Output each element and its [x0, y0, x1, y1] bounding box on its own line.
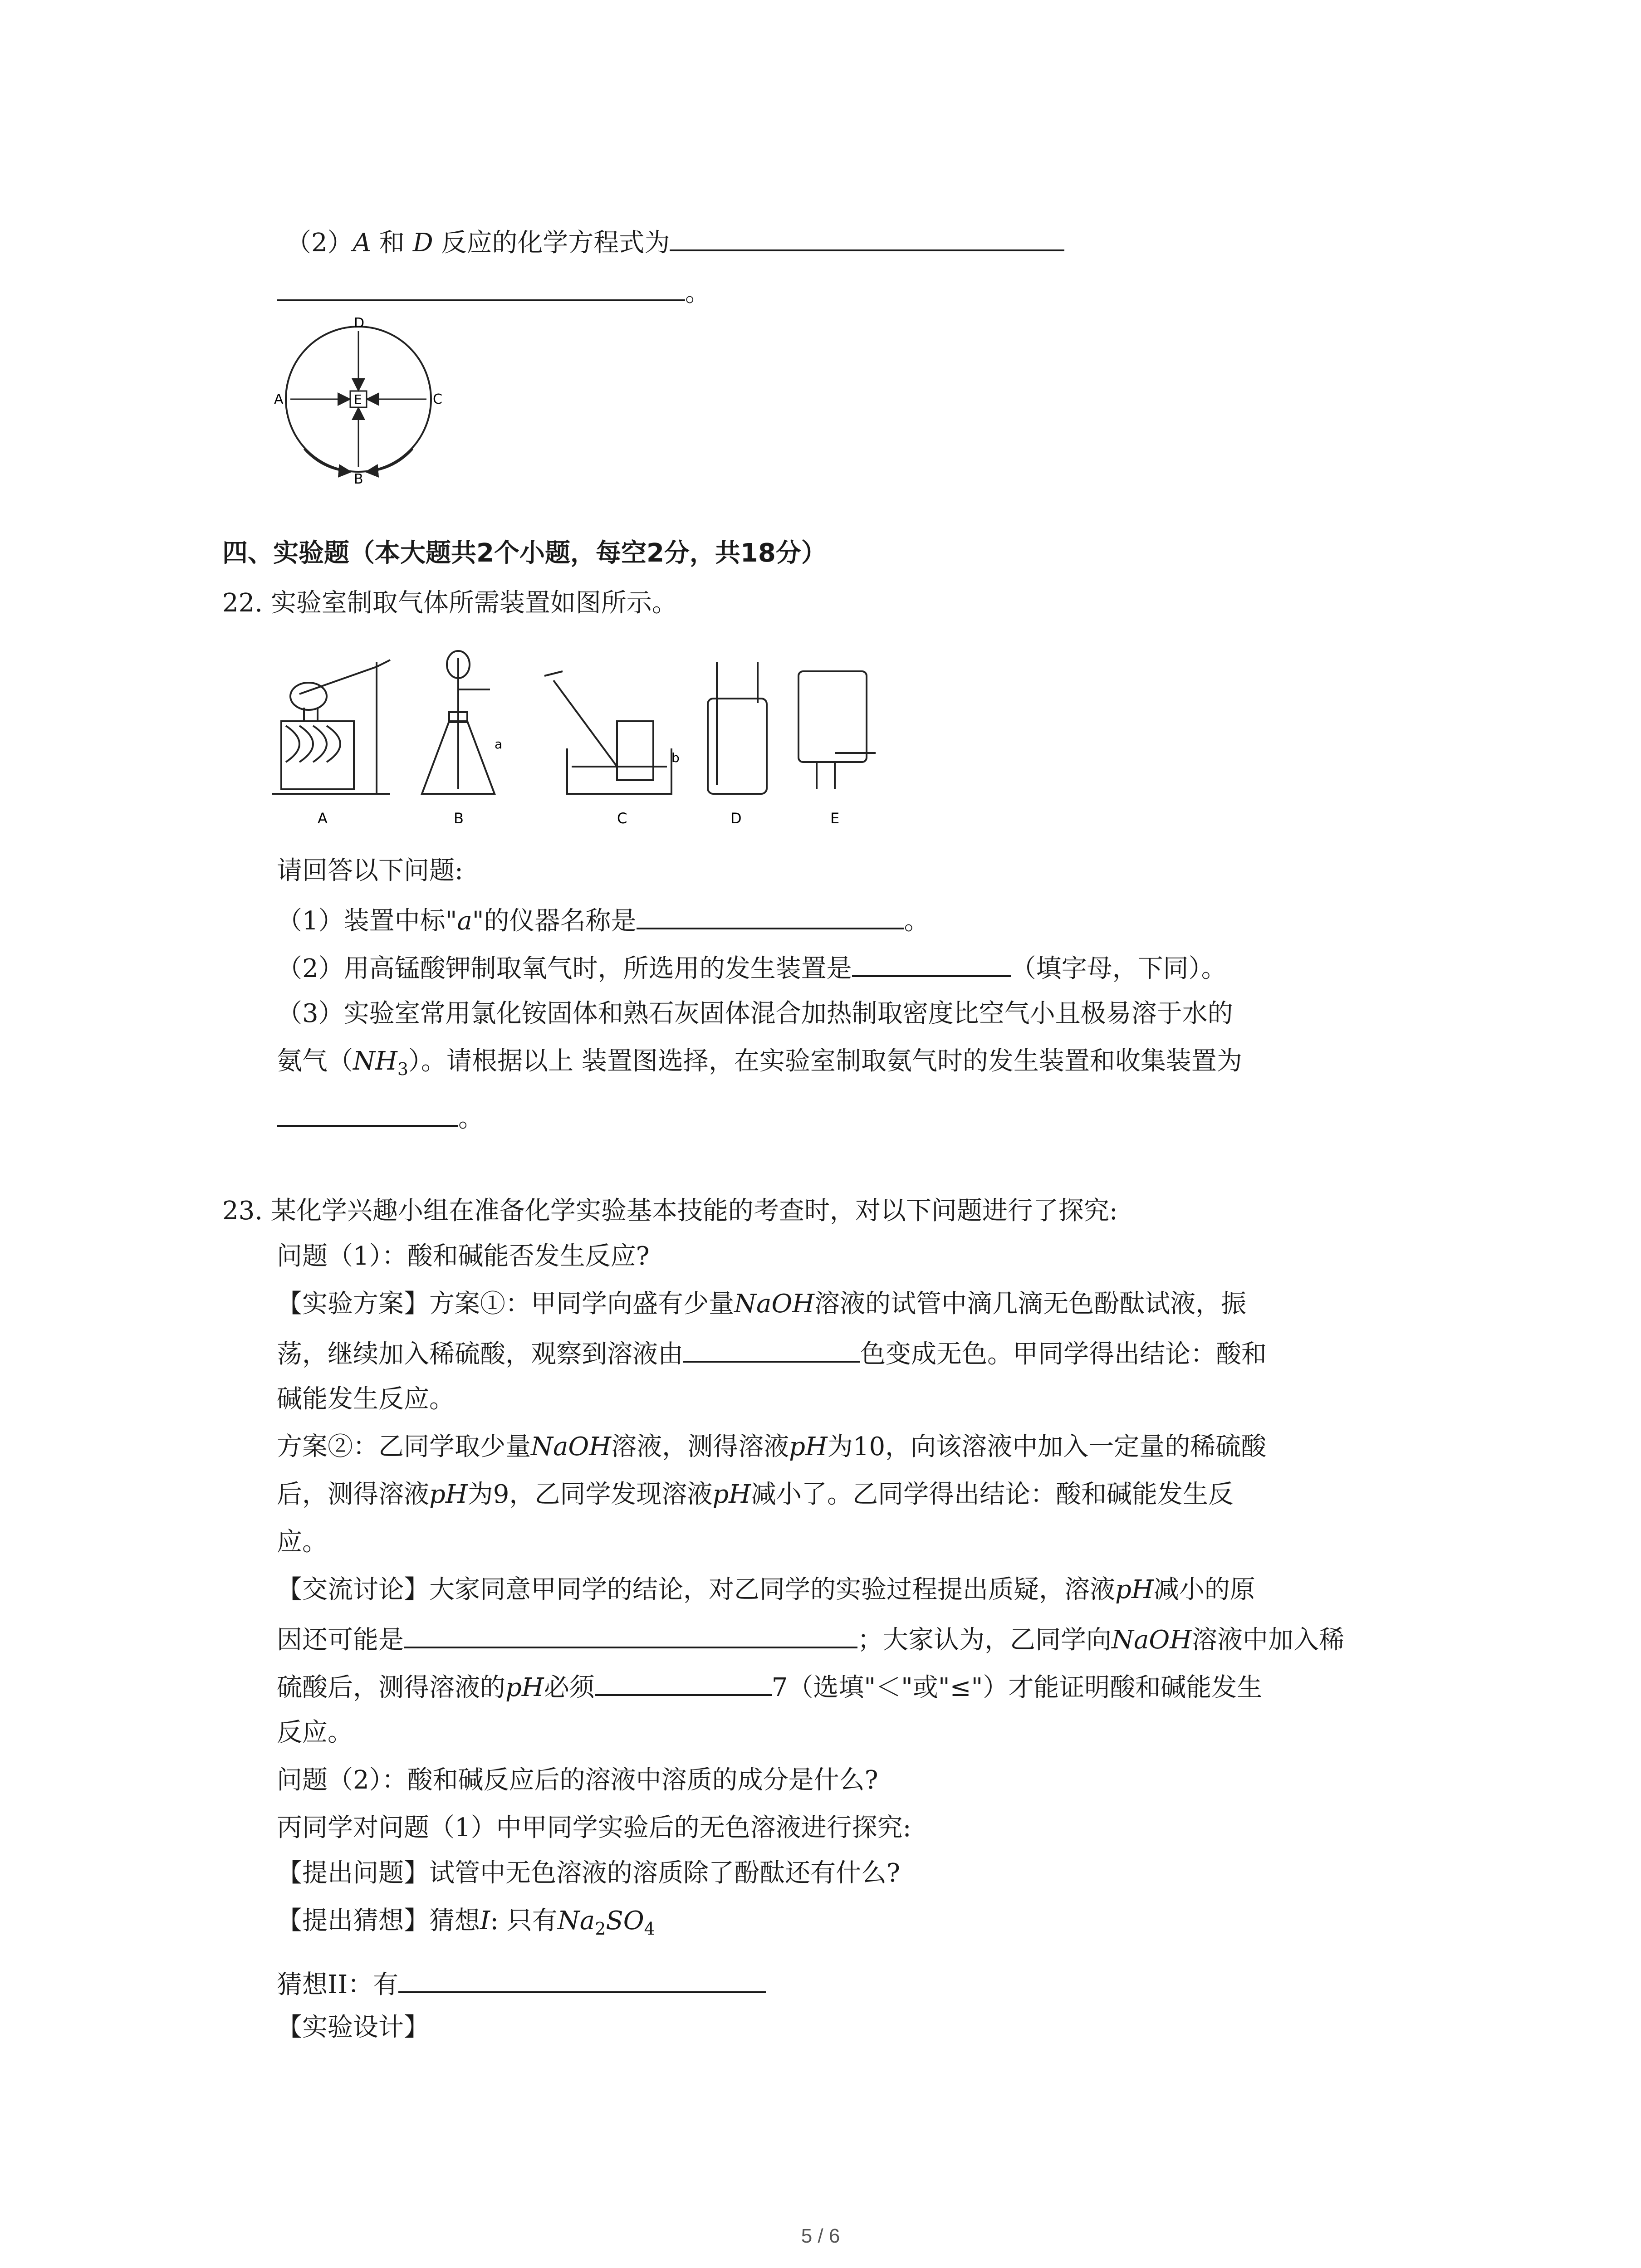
q22-part2: （2）用高锰酸钾制取氧气时，所选用的发生装置是 （填字母，下同）。: [277, 948, 1227, 987]
q23-guess1: 【提出猜想】猜想I: 只有$Na_2SO_4$: [277, 1906, 655, 1939]
answer-blank[interactable]: [595, 1667, 772, 1696]
answer-blank[interactable]: [404, 1619, 857, 1648]
page-number: 5 / 6: [801, 2225, 840, 2247]
q23-plan1-line2: 荡，继续加入稀硫酸，观察到溶液由 色变成无色。甲同学得出结论：酸和: [277, 1334, 1267, 1373]
q22-part3-line2: 氨气$(NH_3)$。请根据以上 装置图选择，在实验室制取氨气时的发生装置和收集装置为: [277, 1046, 1242, 1079]
apparatus-label-b: B: [454, 810, 464, 827]
diagram-label-d: D: [354, 315, 365, 331]
q23-question1: 问题（1）：酸和碱能否发生反应?: [277, 1242, 650, 1271]
lab-apparatus-figure: [272, 644, 916, 835]
section-title: 四、实验题（本大题共2个小题，每空2分，共18分）: [222, 538, 827, 568]
q23-question2: 问题（2）：酸和碱反应后的溶液中溶质的成分是什么?: [277, 1765, 878, 1795]
diagram-label-e: E: [354, 392, 362, 407]
q23-plan1-line1: 【实验方案】方案①：甲同学向盛有少量NaOH溶液的试管中滴几滴无色酚酞试液，振: [277, 1289, 1247, 1319]
q22-part3-line1: （3）实验室常用氯化铵固体和熟石灰固体混合加热制取密度比空气小且极易溶于水的: [277, 999, 1233, 1028]
diagram-label-a: A: [274, 391, 284, 407]
q23-discussion-line1: 【交流讨论】大家同意甲同学的结论，对乙同学的实验过程提出质疑，溶液pH减小的原: [277, 1575, 1255, 1604]
q23-discussion-line2: 因还可能是 ；大家认为，乙同学向NaOH溶液中加入稀: [277, 1619, 1344, 1658]
q23-plan2-line2: 后，测得溶液pH为9，乙同学发现溶液pH减小了。乙同学得出结论：酸和碱能发生反: [277, 1480, 1234, 1509]
answer-blank[interactable]: [637, 900, 904, 929]
apparatus-label-a: A: [318, 810, 328, 827]
q23-discussion-line3: 硫酸后，测得溶液的pH必须 7（选填"＜"或"≤"）才能证明酸和碱能发生: [277, 1667, 1262, 1706]
q22-stem: 22. 实验室制取气体所需装置如图所示。: [222, 588, 677, 618]
apparatus-label-c: C: [617, 810, 627, 827]
q21-part2-line2: 。: [277, 272, 710, 311]
q22-prompt: 请回答以下问题:: [277, 856, 463, 885]
answer-blank[interactable]: [398, 1964, 766, 1993]
reaction-cycle-diagram: [272, 313, 463, 485]
q21-part2-line: （2）A 和 D 反应的化学方程式为: [286, 222, 1064, 261]
answer-blank[interactable]: [683, 1334, 860, 1363]
label-b-inner: b: [671, 750, 680, 765]
answer-blank[interactable]: [277, 1098, 458, 1127]
answer-blank[interactable]: [277, 272, 685, 301]
q23-plan2-line1: 方案②：乙同学取少量NaOH溶液，测得溶液pH为10，向该溶液中加入一定量的稀硫酸: [277, 1432, 1267, 1461]
answer-blank[interactable]: [852, 948, 1011, 977]
q22-part1: （1）装置中标"a"的仪器名称是 。: [277, 900, 930, 939]
q23-plan2-line3: 应。: [277, 1527, 328, 1557]
q23-stem: 23. 某化学兴趣小组在准备化学实验基本技能的考查时，对以下问题进行了探究:: [222, 1196, 1118, 1226]
q23-guess2: 猜想II：有: [277, 1964, 766, 2003]
q23-plan1-line3: 碱能发生反应。: [277, 1384, 455, 1414]
answer-blank[interactable]: [670, 222, 1064, 251]
q23-raise-question: 【提出问题】试管中无色溶液的溶质除了酚酞还有什么?: [277, 1858, 901, 1888]
apparatus-label-e: E: [830, 810, 840, 827]
q23-discussion-line4: 反应。: [277, 1718, 353, 1747]
q22-part3-line3: 。: [277, 1098, 484, 1137]
q23-design: 【实验设计】: [277, 2013, 429, 2042]
label-a-inner: a: [495, 737, 503, 752]
diagram-label-b: B: [354, 471, 363, 485]
apparatus-label-d: D: [730, 810, 742, 827]
q23-bing: 丙同学对问题（1）中甲同学实验后的无色溶液进行探究:: [277, 1813, 911, 1843]
diagram-label-c: C: [433, 391, 442, 407]
